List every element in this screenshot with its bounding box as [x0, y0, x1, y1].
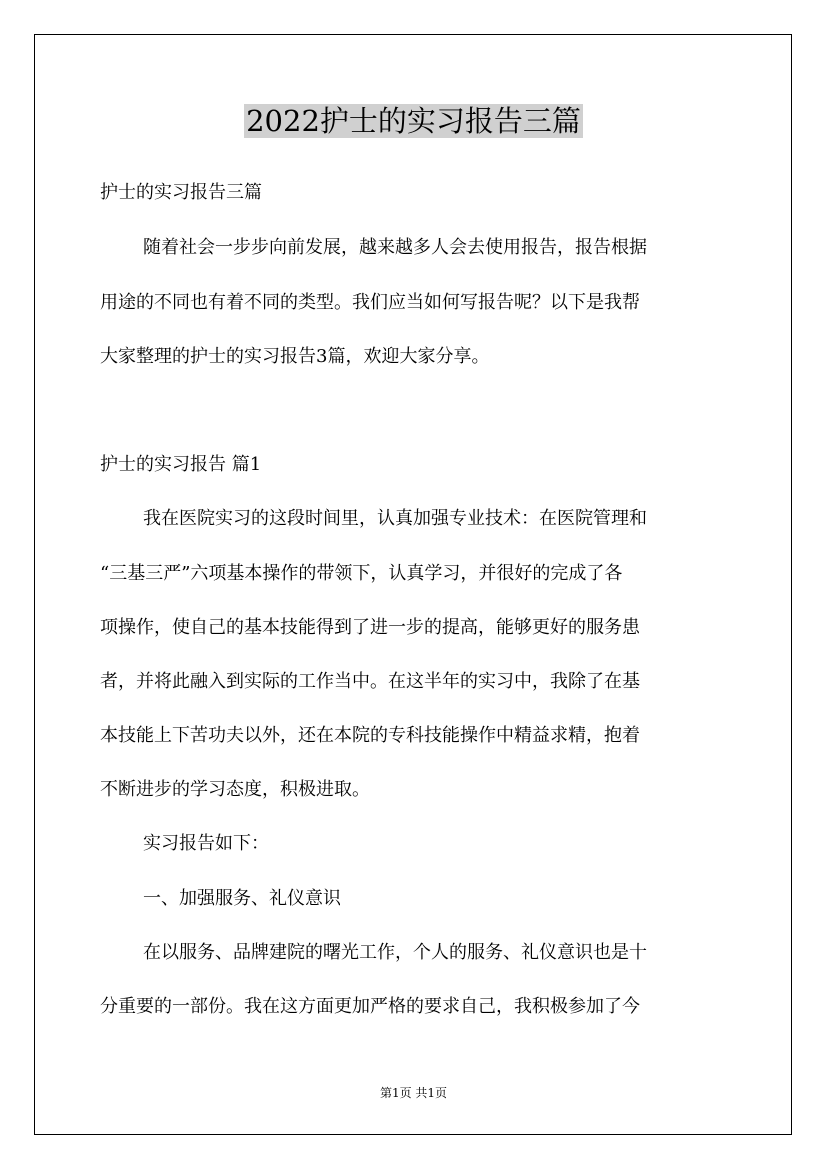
section1-line-5: 本技能上下苦功夫以外，还在本院的专科技能操作中精益求精，抱着: [100, 725, 640, 746]
report-intro: 实习报告如下：: [143, 833, 269, 854]
section1-line-1: 我在医院实习的这段时间里，认真加强专业技术：在医院管理和: [143, 508, 647, 529]
item1-heading: 一、加强服务、礼仪意识: [143, 888, 341, 909]
section1-line-3: 项操作，使自己的基本技能得到了进一步的提高，能够更好的服务患: [100, 617, 640, 638]
document-title: [0, 101, 827, 141]
document-title-text: 2022护士的实习报告三篇: [246, 104, 581, 138]
document-subtitle: 护士的实习报告三篇: [100, 182, 262, 203]
intro-line-1: 随着社会一步步向前发展，越来越多人会去使用报告，报告根据: [143, 237, 647, 258]
section1-line-4: 者，并将此融入到实际的工作当中。在这半年的实习中，我除了在基: [100, 671, 640, 692]
page-footer: 第1页 共1页: [379, 1086, 448, 1100]
section1-line-2: “三基三严”六项基本操作的带领下，认真学习，并很好的完成了各: [100, 563, 623, 584]
item1-line-2: 分重要的一部份。我在这方面更加严格的要求自己，我积极参加了今: [100, 996, 640, 1017]
section1-line-6: 不断进步的学习态度，积极进取。: [100, 779, 370, 800]
intro-line-2: 用途的不同也有着不同的类型。我们应当如何写报告呢？以下是我帮: [100, 292, 640, 313]
item1-line-1: 在以服务、品牌建院的曙光工作，个人的服务、礼仪意识也是十: [143, 942, 647, 963]
section1-heading: 护士的实习报告 篇1: [100, 454, 262, 475]
intro-line-3: 大家整理的护士的实习报告3篇，欢迎大家分享。: [100, 346, 490, 367]
